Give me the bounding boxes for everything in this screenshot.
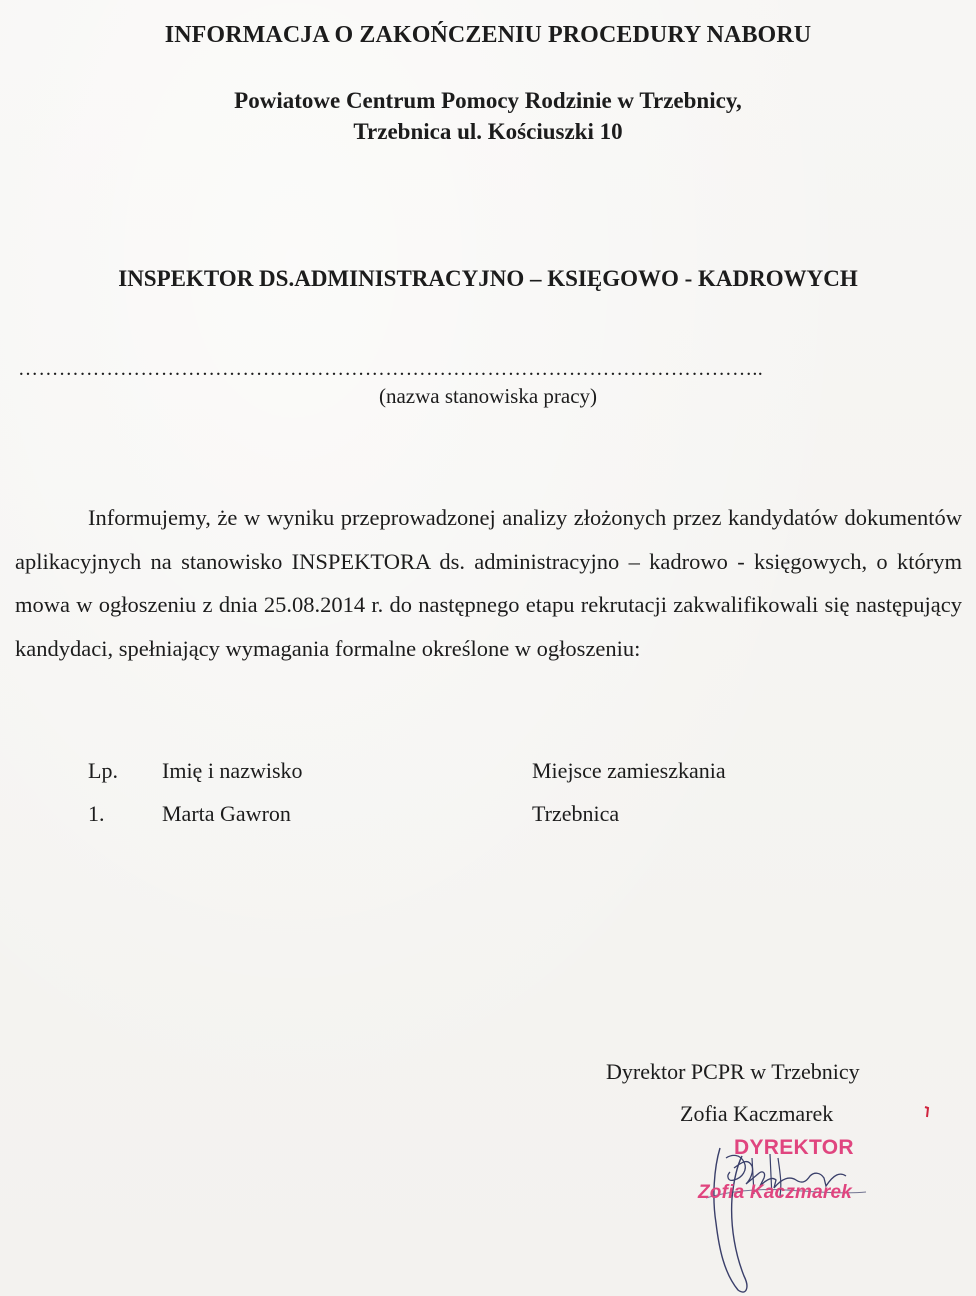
dotted-line-caption: (nazwa stanowiska pracy) xyxy=(378,384,598,408)
table-row-lp: 1. xyxy=(88,801,105,826)
organization-name: Powiatowe Centrum Pomocy Rodzinie w Trzebnicy, xyxy=(234,88,742,113)
table-header-lp: Lp. xyxy=(88,758,118,783)
signature-role: Dyrektor PCPR w Trzebnicy xyxy=(606,1059,860,1084)
table-header-name: Imię i nazwisko xyxy=(162,758,303,783)
body-paragraph: Informujemy, że w wyniku przeprowadzonej analizy złożonych przez kandydatów dokumentów aplikacyjnych na stanowisko INSPEKTORA ds. administracyjno – kadrowo - księgowych, o którym mowa w ogłoszeniu z dnia 25.08.2014 r. do następnego etapu rekrutacji zakwalifikowali się następujący kandydaci, spełniający wymagania formalne określone w ogłoszeniu: xyxy=(15,505,962,661)
organization-address: Trzebnica ul. Kościuszki 10 xyxy=(353,119,623,144)
table-row-name: Marta Gawron xyxy=(162,801,291,826)
table-row-place: Trzebnica xyxy=(532,801,620,826)
document-title: INFORMACJA O ZAKOŃCZENIU PROCEDURY NABORU xyxy=(164,22,812,48)
stamp-name: Zofia Kaczmarek xyxy=(698,1182,853,1203)
table-header-place: Miejsce zamieszkania xyxy=(532,758,726,783)
red-mark-icon xyxy=(924,1106,930,1118)
dotted-line: ……………………………………………………………………………………………….. xyxy=(18,358,764,380)
signature-name: Zofia Kaczmarek xyxy=(680,1101,834,1126)
position-title: INSPEKTOR DS.ADMINISTRACYJNO – KSIĘGOWO - KADROWYCH xyxy=(118,266,858,291)
stamp-title: DYREKTOR xyxy=(734,1136,854,1159)
